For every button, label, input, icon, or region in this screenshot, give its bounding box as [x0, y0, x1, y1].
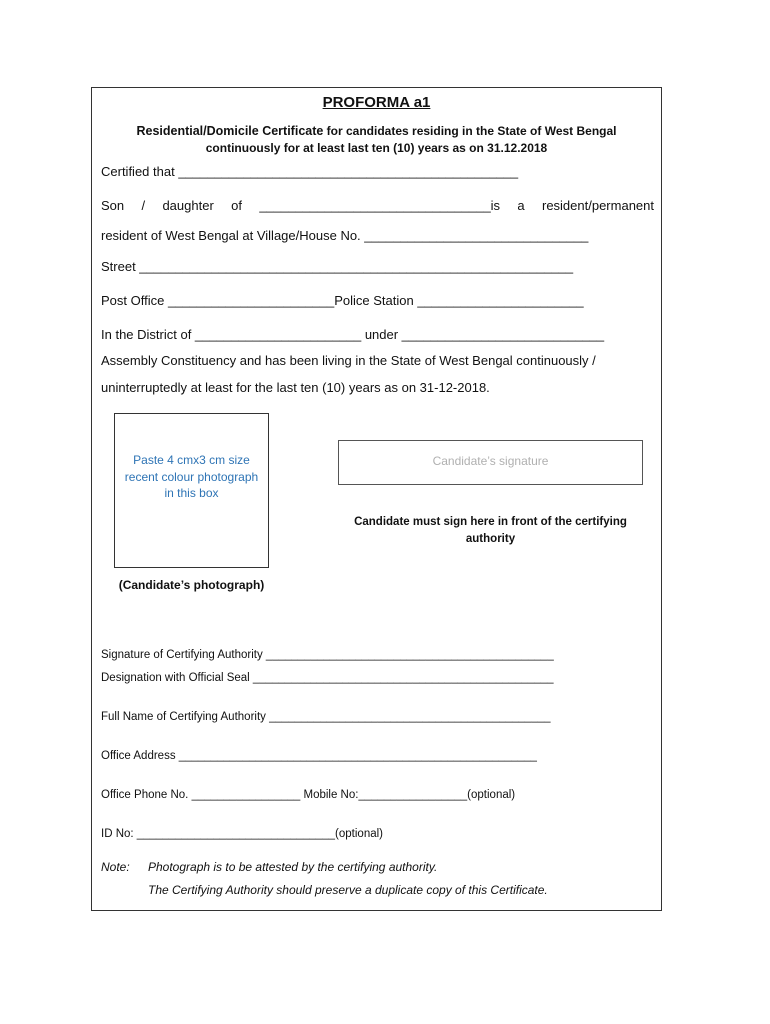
post-office-police-station-field[interactable]: Post Office _______________________Police Station _______________________	[101, 293, 584, 308]
uninterrupted-text: uninterruptedly at least for the last ten (10) years as on 31-12-2018.	[101, 380, 490, 395]
authority-full-name-field[interactable]: Full Name of Certifying Authority ____________________________________________	[101, 711, 551, 723]
candidate-signature-box[interactable]	[338, 440, 643, 485]
a-word: a	[517, 198, 525, 213]
note-line-2: The Certifying Authority should preserve a duplicate copy of this Certificate.	[148, 883, 548, 897]
village-house-field[interactable]: resident of West Bengal at Village/House No. _______________________________	[101, 228, 589, 243]
daughter-word: daughter	[162, 198, 214, 213]
signature-placeholder: Candidate’s signature	[432, 454, 549, 468]
certificate-frame	[91, 87, 662, 911]
photo-box[interactable]	[114, 413, 269, 568]
form-title: PROFORMA a1	[322, 94, 431, 111]
form-subtitle-line2: continuously for at least last ten (10) years as on 31.12.2018	[205, 141, 548, 155]
certifying-authority-signature-field[interactable]: Signature of Certifying Authority _____________________________________________	[101, 649, 554, 661]
son-word: Son	[101, 198, 125, 213]
certified-that-field[interactable]: Certified that _______________________________________________	[101, 164, 519, 179]
office-phone-mobile-field[interactable]: Office Phone No. _________________ Mobile No:_________________(optional)	[101, 789, 516, 801]
designation-seal-field[interactable]: Designation with Official Seal _______________________________________________	[101, 672, 554, 684]
slash-word: /	[141, 198, 146, 213]
son-daughter-line[interactable]	[101, 198, 654, 213]
assembly-text: Assembly Constituency and has been living in the State of West Bengal continuously /	[101, 353, 596, 368]
subtitle-lead: Residential/Domicile Certificate	[136, 124, 324, 138]
office-address-field[interactable]: Office Address ________________________________________________________	[101, 750, 537, 762]
subtitle-rest: for candidates residing in the State of West Bengal	[323, 124, 617, 138]
parent-name-field[interactable]: ________________________________is	[259, 198, 501, 213]
photo-instruction: Paste 4 cmx3 cm size recent colour photograph in this box	[124, 453, 259, 500]
note-line-1: Photograph is to be attested by the certifying authority.	[148, 860, 438, 874]
note-label: Note:	[101, 860, 130, 874]
form-subtitle	[92, 124, 661, 138]
of-word: of	[231, 198, 242, 213]
signature-instruction: Candidate must sign here in front of the certifying authority	[354, 516, 627, 545]
photo-caption: (Candidate’s photograph)	[118, 578, 265, 592]
street-field[interactable]: Street ____________________________________________________________	[101, 259, 574, 274]
district-field[interactable]: In the District of _______________________ under ____________________________	[101, 327, 605, 342]
resident-permanent-word: resident/permanent	[541, 198, 654, 213]
id-no-field[interactable]: ID No: _______________________________(optional)	[101, 828, 383, 840]
